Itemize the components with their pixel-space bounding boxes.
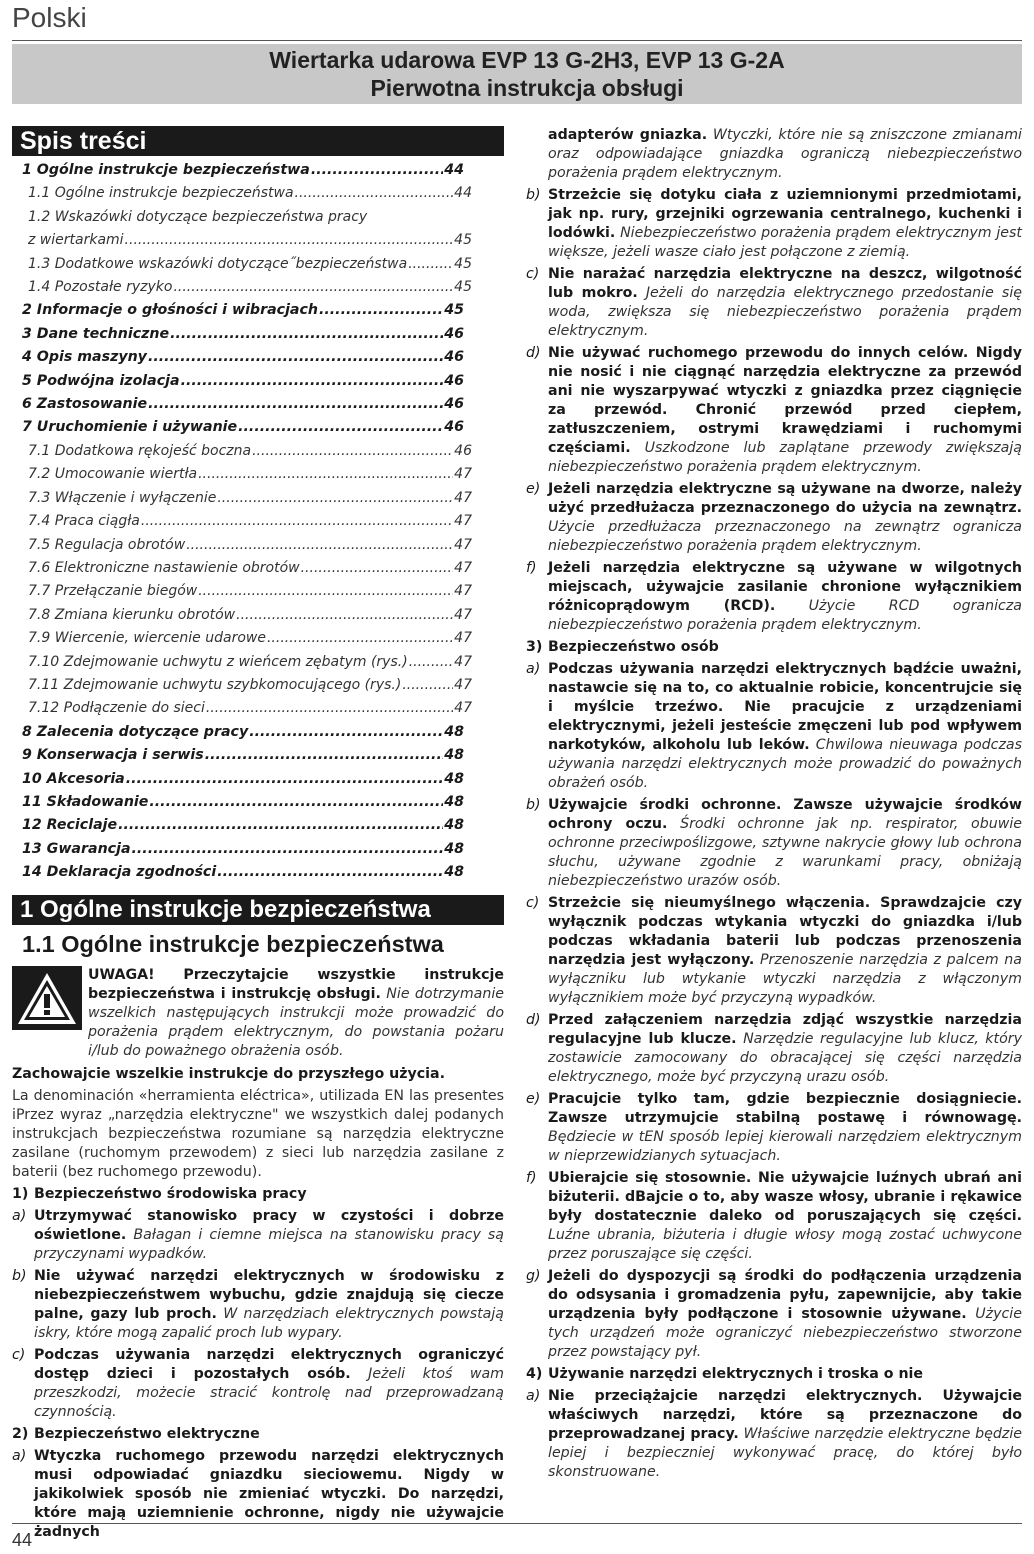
header-rule bbox=[12, 40, 1022, 41]
list-item: c) Strzeżcie się nieumyślnego włączenia. Sprawdzajcie czy wyłącznik podczas wtykania wtyczki do gniazdka i/lub podczas wkładania baterii lub podczas przenoszenia narzędzia jest wyłączony. Przenoszenie narzędzia z palcem na wyłączniku lub wtykanie wtyczki narzędzia z włączonym wyłącznikiem może być przyczyną wypadków. bbox=[526, 895, 1022, 1006]
section-heading: 1 Ogólne instrukcje bezpieczeństwa bbox=[12, 895, 504, 925]
list-item: e) Jeżeli narzędzia elektryczne są używane na dworze, należy użyć przedłużacza przeznaczonego do użycia na zewnątrz. Użycie przedłużacza przeznaczonego na zewnątrz ogranicza niebezpieczeństwo porażenia prądem elektrycznym. bbox=[526, 481, 1022, 554]
toc-entry[interactable]: 11 Składowanie ..... 48 bbox=[12, 791, 464, 814]
toc-entry[interactable]: 1 Ogólne instrukcje bezpieczeństwa ..... 44 bbox=[12, 159, 464, 182]
toc-entry[interactable]: 1.4 Pozostałe ryzyko ..... 45 bbox=[12, 276, 472, 299]
group-3-heading: 3) Bezpieczeństwo osób bbox=[526, 639, 719, 655]
list-item: b) Strzeżcie się dotyku ciała z uziemnionymi przedmiotami, jak np. rury, grzejniki ogrzewania centralnego, kuchenki i lodówki. Niebezpieczeństwo porażenia prądem elektrycznym jest większe, jeżeli wasze ciało jest połączone z ziemią. bbox=[526, 187, 1022, 260]
table-of-contents bbox=[12, 159, 504, 885]
warning-italic-text: Nie dotrzymanie wszelkich następujących instrukcji może prowadzić do porażenia prądem elektrycznym, do powstania pożaru i/lub do poważnego obrażenia osób. bbox=[88, 985, 504, 1059]
toc-entry[interactable]: 7.7 Przełączanie biegów ..... 47 bbox=[12, 580, 472, 603]
list-item: a) Utrzymywać stanowisko pracy w czystości i dobrze oświetlone. Bałagan i ciemne miejsca na stanowisku pracy są przyczynami wypadków. bbox=[12, 1207, 504, 1262]
toc-entry[interactable]: 13 Gwarancja ..... 48 bbox=[12, 838, 464, 861]
toc-entry[interactable]: 7.2 Umocowanie wiertła ..... 47 bbox=[12, 463, 472, 486]
list-item-continued: adapterów gniazka. Wtyczki, które nie są zniszczone zmianami oraz odpowiadające gniazdka ograniczą niebezpieczeństwo porażenia prądem elektrycznym. bbox=[548, 127, 1022, 181]
toc-entry[interactable]: 8 Zalecenia dotyczące pracy ..... 48 bbox=[12, 721, 464, 744]
list-item: b) Używajcie środki ochronne. Zawsze używajcie środków ochrony oczu. Środki ochronne jak np. respirator, obuwie ochronne przeciwpoślizgowe, sztywne nakrycie głowy lub ochrona słuchu, używane zgodnie z warunkami pracy, obniżają niebezpieczeństwo urazów osób. bbox=[526, 797, 1022, 889]
list-item: e) Pracujcie tylko tam, gdzie bezpiecznie dosiągniecie. Zawsze utrzymujcie stabilną postawę i równowagę. Będziecie w tEN sposób lepiej kierowali narzędziem elektrycznym w nieprzewidzianych sytuacjach. bbox=[526, 1091, 1022, 1164]
toc-entry[interactable]: 12 Reciclaje ..... 48 bbox=[12, 814, 464, 837]
group-2-heading: 2) Bezpieczeństwo elektryczne bbox=[12, 1425, 260, 1442]
toc-entry[interactable]: 7.4 Praca ciągła ..... 47 bbox=[12, 510, 472, 533]
toc-entry[interactable]: 14 Deklaracja zgodności ..... 48 bbox=[12, 861, 464, 884]
toc-entry[interactable]: 7.5 Regulacja obrotów ..... 47 bbox=[12, 534, 472, 557]
list-item: c) Nie narażać narzędzia elektryczne na deszcz, wilgotność lub mokro. Jeżeli do narzędzia elektrycznego przedostanie się woda, zwiększa się niebezpieczeństwo porażenia prądem elektrycznym. bbox=[526, 266, 1022, 339]
document-subtitle: Pierwotna instrukcja obsługi bbox=[370, 75, 684, 101]
keep-instructions: Zachowajcie wszelkie instrukcje do przyszłego użycia. bbox=[12, 1065, 445, 1082]
toc-entry[interactable]: 1.1 Ogólne instrukcje bezpieczeństwa ..... 44 bbox=[12, 182, 472, 205]
toc-entry[interactable]: 7.10 Zdejmowanie uchwytu z wieńcem zębatym (rys.) ..... 47 bbox=[12, 651, 472, 674]
list-item: a) Podczas używania narzędzi elektrycznych bądźcie uważni, nastawcie się na to, co aktualnie robicie, koncentrujcie się i myślcie trzeźwo. Nie pracujcie z urządzeniami elektrycznymi, jeżeli jesteście zmęczeni lub pod wpływem narkotyków, alkoholu lub leków. Chwilowa nieuwaga podczas używania narzędzi elektrycznych może prowadzić do poważnych obrażeń osób. bbox=[526, 661, 1022, 791]
title-band bbox=[12, 44, 1022, 104]
toc-entry[interactable]: 7.12 Podłączenie do sieci ..... 47 bbox=[12, 697, 472, 720]
toc-entry[interactable]: 7.1 Dodatkowa rękojeść boczna ..... 46 bbox=[12, 440, 472, 463]
toc-entry[interactable]: 7.6 Elektroniczne nastawienie obrotów ..... 47 bbox=[12, 557, 472, 580]
toc-entry[interactable]: 1.2 Wskazówki dotyczące bezpieczeństwa pracy bbox=[28, 208, 368, 225]
group-2-items bbox=[526, 186, 1022, 635]
list-item: d) Przed załączeniem narzędzia zdjąć wszystkie narzędzia regulacyjne lub klucze. Narzędzie regulacyjne lub klucz, który zostawicie zamocowany do obracającej się części narzędzia elektrycznego, może być przyczyną urazu osób. bbox=[526, 1012, 1022, 1085]
language-label: Polski bbox=[12, 2, 87, 33]
toc-entry[interactable]: 10 Akcesoria ..... 48 bbox=[12, 768, 464, 791]
page-number: 44 bbox=[12, 1530, 33, 1550]
list-item: a) Nie przeciążajcie narzędzi elektrycznych. Używajcie właściwych narzędzi, które są przeznaczone do przeprowadzanej pracy. Właściwe narzędzie elektryczne będzie lepiej i bezpieczniej wykonywać pracę, do której było skonstruowane. bbox=[526, 1388, 1022, 1480]
list-item: f) Jeżeli narzędzia elektryczne są używane w wilgotnych miejscach, używajcie zasilanie chronione wyłącznikiem różnicoprądowym (RCD). Użycie RCD ogranicza niebezpieczeństwo porażenia prądem elektrycznym. bbox=[526, 560, 1022, 633]
group-1-heading: 1) Bezpieczeństwo środowiska pracy bbox=[12, 1185, 307, 1202]
toc-entry[interactable]: 2 Informacje o głośności i wibracjach ..... 45 bbox=[12, 299, 464, 322]
warning-bold-text: UWAGA! Przeczytajcie wszystkie instrukcje bezpieczeństwa i instrukcję obsługi. bbox=[88, 966, 504, 1002]
group-3-items bbox=[526, 660, 1022, 1362]
group-1-items bbox=[12, 1207, 504, 1422]
toc-entry[interactable]: 5 Podwójna izolacja ..... 46 bbox=[12, 370, 464, 393]
footer-rule bbox=[12, 1523, 1022, 1524]
toc-entry[interactable]: 6 Zastosowanie ..... 46 bbox=[12, 393, 464, 416]
list-item: d) Nie używać ruchomego przewodu do innych celów. Nigdy nie nosić i nie ciągnąć narzędzia elektryczne za przewód ani nie wyszarpywać wtyczki z gniazdka przez ciągnięcie za przewód. Chronić przewód przed ciepłem, zatłuszczeniem, ostrymi krawędziami i ruchomymi częściami. Uszkodzone lub zaplątane przewody zwiększają niebezpieczeństwo porażenia prądem elektrycznym. bbox=[526, 345, 1022, 475]
toc-entry[interactable]: 7.3 Włączenie i wyłączenie ..... 47 bbox=[12, 487, 472, 510]
toc-entry[interactable]: z wiertarkami ..... 45 bbox=[12, 229, 472, 252]
toc-entry[interactable]: 7 Uruchomienie i używanie ..... 46 bbox=[12, 416, 464, 439]
list-item: f) Ubierajcie się stosownie. Nie używajcie luźnych ubrań ani biżuterii. dBajcie o to, aby wasze włosy, ubranie i rękawice były dostatecznie daleko od poruszających się części. Luźne ubrania, biżuteria i długie włosy mogą zostać uchwycone przez poruszające się części. bbox=[526, 1170, 1022, 1262]
warning-triangle-icon bbox=[12, 966, 82, 1030]
group-4-items bbox=[526, 1387, 1022, 1482]
list-item: a) Wtyczka ruchomego przewodu narzędzi elektrycznych musi odpowiadać gniazdku sieciowemu. Nigdy w jakikolwiek sposób nie zmieniać wtyczki. Do narzędzi, które mają uziemnienie ochronne, nigdy nie używajcie żadnych bbox=[12, 1447, 504, 1540]
intro-paragraph: La denominación «herramienta eléctrica», utilizada EN las presentes iPrzez wyraz „narzędzia elektryczne" we wszystkich dalej podanych instrukcjach bezpieczeństwa rozumiane są narzędzia elektryczne zasilane (ruchomym przewodem) z sieci lub narzędzia zasilane z baterii (bez ruchomego przewodu). bbox=[12, 1087, 504, 1180]
toc-entry[interactable]: 9 Konserwacja i serwis ..... 48 bbox=[12, 744, 464, 767]
list-item: g) Jeżeli do dyspozycji są środki do podłączenia urządzenia do odsysania i gromadzenia pyłu, zapewnijcie, aby takie urządzenia były podłączone i stosownie używane. Użycie tych urządzeń może ograniczyć niebezpieczeństwo stworzone przez powstający pył. bbox=[526, 1268, 1022, 1360]
toc-entry[interactable]: 7.11 Zdejmowanie uchwytu szybkomocującego (rys.) ..... 47 bbox=[12, 674, 472, 697]
toc-entry[interactable]: 4 Opis maszyny ..... 46 bbox=[12, 346, 464, 369]
toc-entry[interactable]: 7.8 Zmiana kierunku obrotów ..... 47 bbox=[12, 604, 472, 627]
warning-block bbox=[12, 966, 504, 1061]
subsection-heading: 1.1 Ogólne instrukcje bezpieczeństwa bbox=[22, 930, 444, 957]
list-item: c) Podczas używania narzędzi elektrycznych ograniczyć dostęp dzieci i pozostałych osób. Jeżeli ktoś wam przeszkodzi, możecie stracić kontrolę nad przeprowadzaną czynnością. bbox=[12, 1346, 504, 1420]
toc-entry[interactable]: 7.9 Wiercenie, wiercenie udarowe ..... 47 bbox=[12, 627, 472, 650]
toc-entry[interactable]: 1.3 Dodatkowe wskazówki dotyczące˝bezpieczeństwa ..... 45 bbox=[12, 253, 472, 276]
document-title: Wiertarka udarowa EVP 13 G-2H3, EVP 13 G-2A bbox=[269, 47, 785, 73]
right-column bbox=[526, 126, 1022, 1482]
left-column bbox=[12, 126, 504, 1542]
list-item: b) Nie używać narzędzi elektrycznych w środowisku z niebezpieczeństwem wybuchu, gdzie znajdują się ciecze palne, gazy lub proch. W narzędziach elektrycznych powstają iskry, które mogą zapalić proch lub wypary. bbox=[12, 1267, 504, 1341]
toc-heading: Spis treści bbox=[12, 126, 504, 156]
group-4-heading: 4) Używanie narzędzi elektrycznych i troska o nie bbox=[526, 1366, 924, 1382]
toc-entry[interactable]: 3 Dane techniczne ..... 46 bbox=[12, 323, 464, 346]
